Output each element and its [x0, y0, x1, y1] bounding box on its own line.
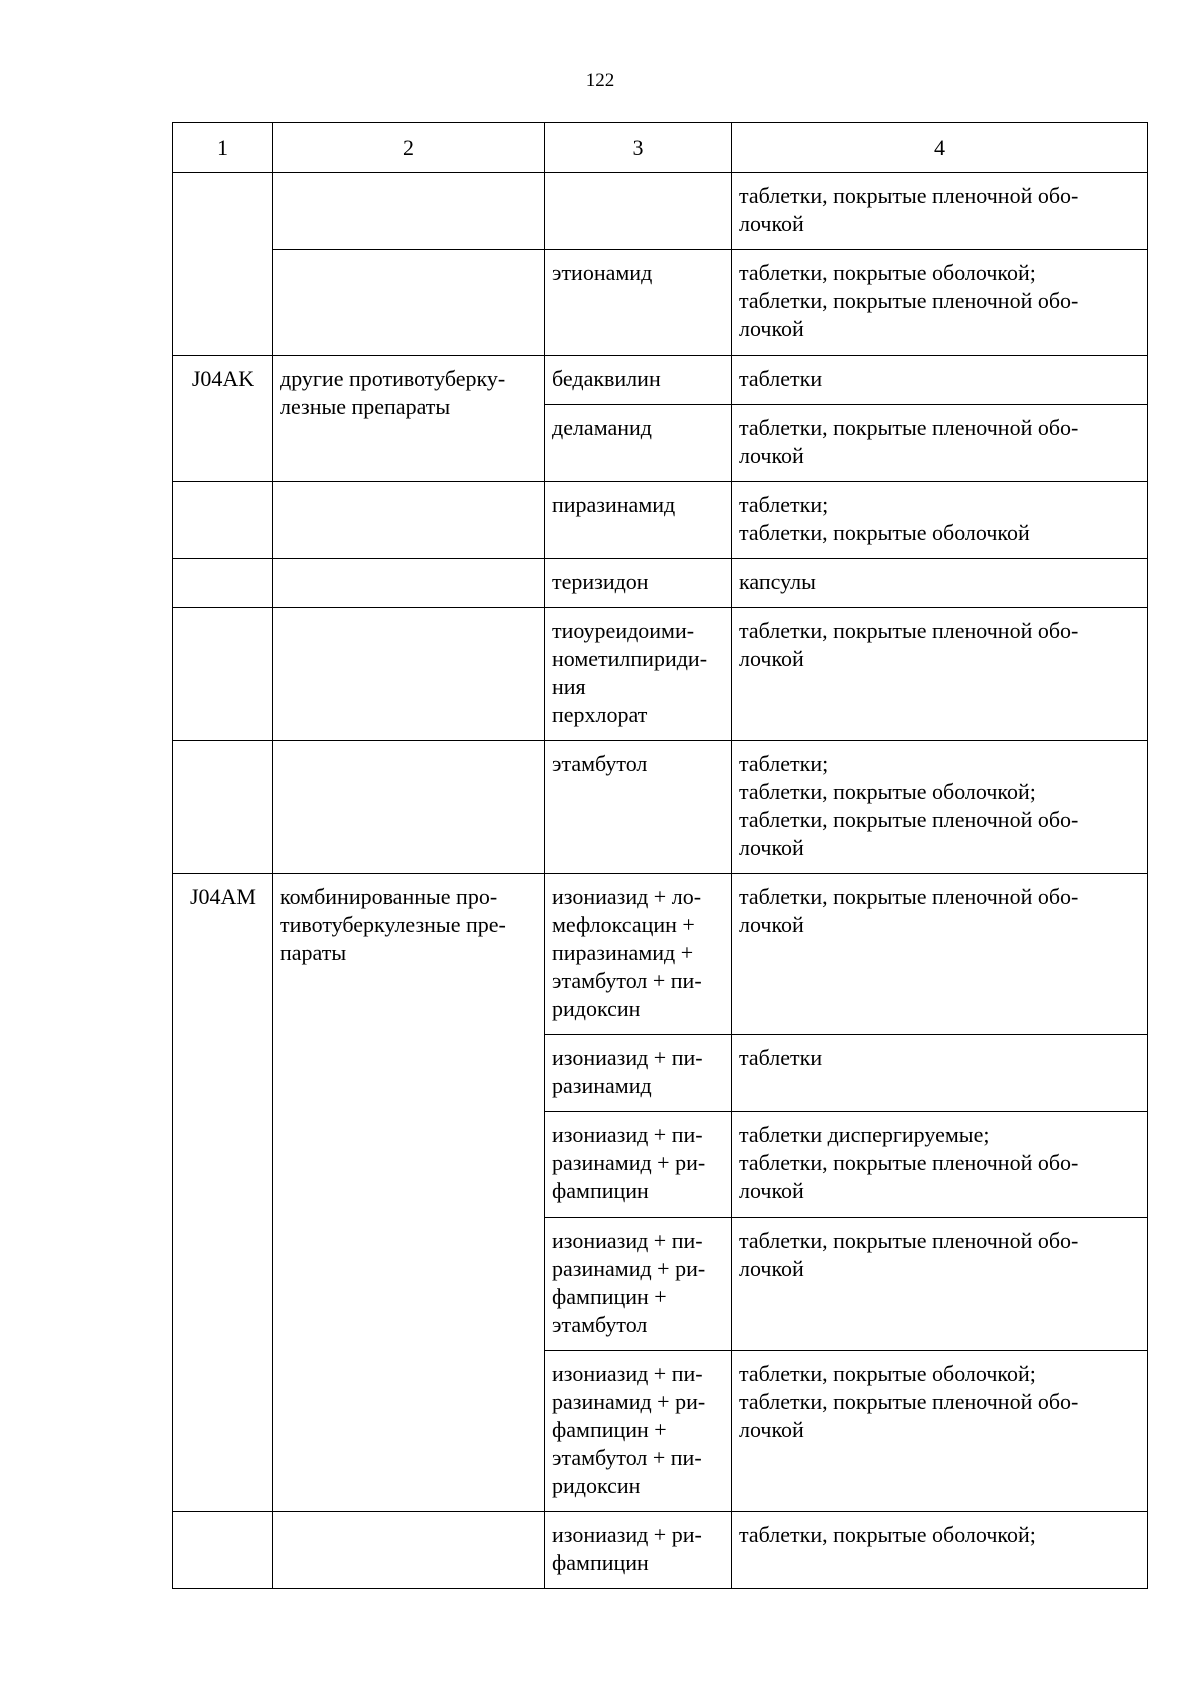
- substance-cell: бедаквилин: [545, 356, 732, 405]
- dosage-form-cell: таблетки диспергируемые; таблетки, покрытые пленочной обо- лочкой: [732, 1112, 1148, 1218]
- atc-code-cell: [173, 1512, 273, 1589]
- drug-table: [172, 122, 1148, 1589]
- page-number: 122: [585, 70, 615, 91]
- column-header-3: 3: [545, 123, 732, 173]
- substance-cell: изониазид + ло- мефлоксацин + пиразинамид + этамбутол + пи- ридоксин: [545, 874, 732, 1035]
- dosage-form-cell: таблетки, покрытые оболочкой; таблетки, покрытые пленочной обо- лочкой: [732, 250, 1148, 356]
- substance-cell: изониазид + пи- разинамид + ри- фампицин: [545, 1112, 732, 1218]
- table-row: [173, 874, 1148, 1035]
- substance-cell: тиоуреидоими- нометилпириди- ния перхлорат: [545, 608, 732, 741]
- group-name-cell: комбинированные про- тивотуберкулезные пре- параты: [273, 874, 545, 1512]
- dosage-form-cell: таблетки, покрытые оболочкой;: [732, 1512, 1148, 1589]
- substance-cell: изониазид + ри- фампицин: [545, 1512, 732, 1589]
- column-header-4: 4: [732, 123, 1148, 173]
- group-name-cell: [273, 559, 545, 608]
- substance-cell: этионамид: [545, 250, 732, 356]
- column-header-1: 1: [173, 123, 273, 173]
- atc-code-cell: [173, 741, 273, 874]
- table-row: [173, 173, 1148, 250]
- dosage-form-cell: таблетки, покрытые оболочкой; таблетки, покрытые пленочной обо- лочкой: [732, 1351, 1148, 1512]
- table-row: [173, 482, 1148, 559]
- dosage-form-cell: таблетки; таблетки, покрытые оболочкой; таблетки, покрытые пленочной обо- лочкой: [732, 741, 1148, 874]
- dosage-form-cell: таблетки, покрытые пленочной обо- лочкой: [732, 1218, 1148, 1351]
- group-name-cell: [273, 608, 545, 741]
- atc-code-cell: J04AK: [173, 356, 273, 482]
- substance-cell: [545, 173, 732, 250]
- substance-cell: этамбутол: [545, 741, 732, 874]
- substance-cell: пиразинамид: [545, 482, 732, 559]
- dosage-form-cell: таблетки: [732, 356, 1148, 405]
- dosage-form-cell: таблетки: [732, 1035, 1148, 1112]
- table-header-row: [173, 123, 1148, 173]
- atc-code-cell: [173, 559, 273, 608]
- group-name-cell: [273, 482, 545, 559]
- column-header-2: 2: [273, 123, 545, 173]
- dosage-form-cell: таблетки, покрытые пленочной обо- лочкой: [732, 874, 1148, 1035]
- table-row: [173, 608, 1148, 741]
- atc-code-cell: [173, 482, 273, 559]
- atc-code-cell: J04AM: [173, 874, 273, 1512]
- dosage-form-cell: таблетки, покрытые пленочной обо- лочкой: [732, 608, 1148, 741]
- table-row: [173, 250, 1148, 356]
- dosage-form-cell: таблетки, покрытые пленочной обо- лочкой: [732, 173, 1148, 250]
- table-row: [173, 559, 1148, 608]
- substance-cell: изониазид + пи- разинамид + ри- фампицин + этамбутол: [545, 1218, 732, 1351]
- dosage-form-cell: таблетки, покрытые пленочной обо- лочкой: [732, 405, 1148, 482]
- group-name-cell: [273, 250, 545, 356]
- atc-code-cell: [173, 608, 273, 741]
- group-name-cell: [273, 173, 545, 250]
- group-name-cell: [273, 741, 545, 874]
- dosage-form-cell: таблетки; таблетки, покрытые оболочкой: [732, 482, 1148, 559]
- table-row: [173, 1512, 1148, 1589]
- group-name-cell: [273, 1512, 545, 1589]
- table-row: [173, 356, 1148, 405]
- substance-cell: деламанид: [545, 405, 732, 482]
- substance-cell: изониазид + пи- разинамид + ри- фампицин + этамбутол + пи- ридоксин: [545, 1351, 732, 1512]
- dosage-form-cell: капсулы: [732, 559, 1148, 608]
- atc-code-cell: [173, 173, 273, 356]
- group-name-cell: другие противотуберку- лезные препараты: [273, 356, 545, 482]
- table-row: [173, 741, 1148, 874]
- substance-cell: теризидон: [545, 559, 732, 608]
- substance-cell: изониазид + пи- разинамид: [545, 1035, 732, 1112]
